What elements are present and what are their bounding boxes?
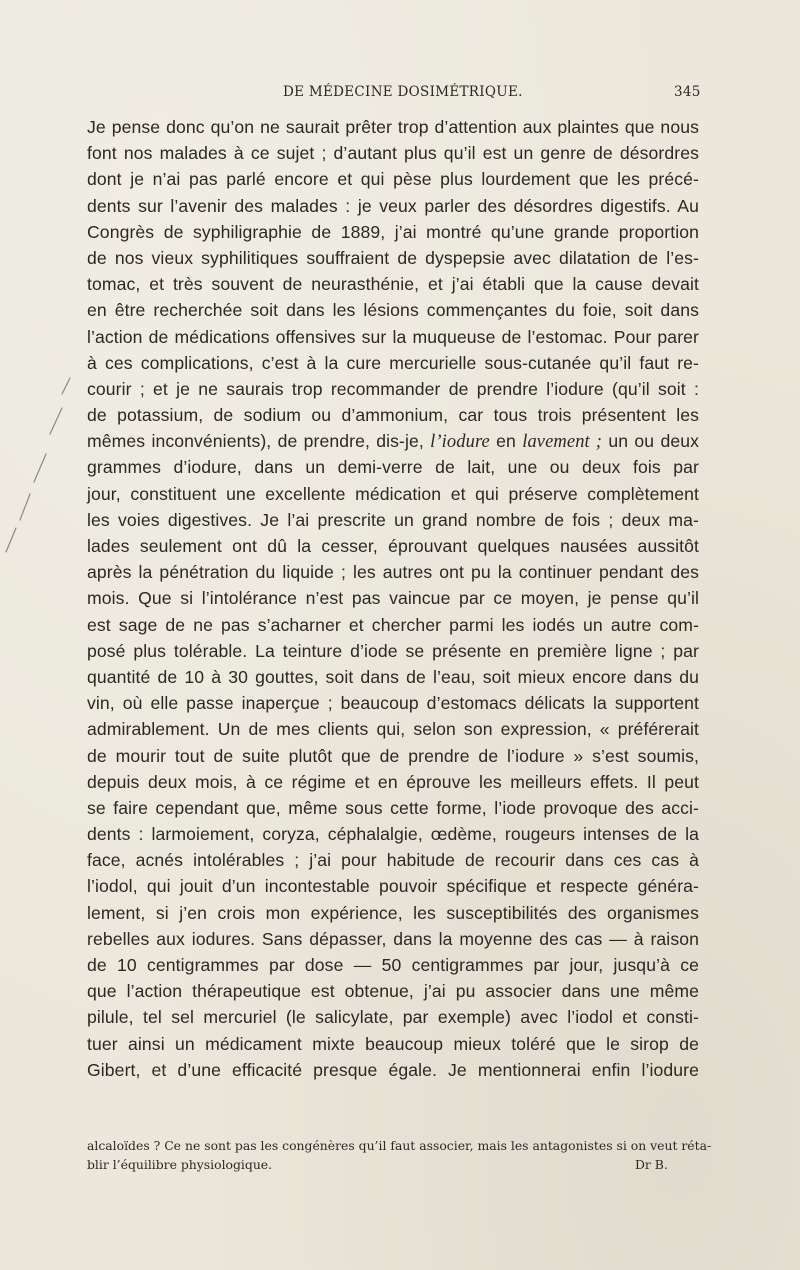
text-line: dents sur l’avenir des malades : je veux parler des désordres digestifs. Au <box>87 195 699 216</box>
text-line: à ces complications, c’est à la cure mercurielle sous-cutanée qu’il faut re- <box>87 352 699 373</box>
text-line: lement, si j’en crois mon expérience, les susceptibilités des organismes <box>87 902 699 923</box>
text-line: l’iodol, qui jouit d’un incontestable pouvoir spécifique et respecte généra- <box>87 876 699 897</box>
text-segment: un ou deux <box>602 431 700 452</box>
text-line: mois. Que si l’intolérance n’est pas vaincue par ce moyen, je pense qu’il <box>87 588 699 609</box>
text-line: que l’action thérapeutique est obtenue, j’ai pu associer dans une même <box>87 981 699 1002</box>
text-line: pilule, tel sel mercuriel (le salicylate, par exemple) avec l’iodol et consti- <box>87 1007 699 1028</box>
text-segment: en <box>489 431 523 452</box>
text-line: dents : larmoiement, coryza, céphalalgie, œdème, rougeurs intenses de la <box>87 824 699 845</box>
text-line: dont je n’ai pas parlé encore et qui pèse plus lourdement que les précé- <box>87 169 699 190</box>
text-line: se faire cependant que, même sous cette forme, l’iode provoque des acci- <box>87 797 699 818</box>
page-header <box>0 84 800 104</box>
text-segment: mêmes inconvénients), de prendre, dis-je, <box>87 431 431 452</box>
text-line: depuis deux mois, à ce régime et en éprouve les meilleurs effets. Il peut <box>87 771 699 792</box>
text-line: font nos malades à ce sujet ; d’autant plus qu’il est un genre de désordres <box>87 143 699 164</box>
text-line: est sage de ne pas s’acharner et chercher parmi les iodés un autre com- <box>87 614 699 635</box>
text-line: Je pense donc qu’on ne saurait prêter trop d’attention aux plaintes que nous <box>87 117 699 137</box>
text-line: posé plus tolérable. La teinture d’iode se présente en première ligne ; par <box>87 640 699 661</box>
text-line: jour, constituent une excellente médication et qui préserve complètement <box>87 483 699 504</box>
footnote-line-last <box>87 1155 699 1174</box>
italic-term-lavement: lavement ; <box>522 432 603 453</box>
footnote-signature: Dr B. <box>635 1157 668 1172</box>
footnote-line: alcaloïdes ? Ce ne sont pas les congénères qu’il faut associer, mais les antagonistes si on veut réta- <box>87 1138 712 1153</box>
text-line: courir ; et je ne saurais trop recommander de prendre l’iodure (qu’il soit : <box>87 378 699 399</box>
page-number: 345 <box>674 84 701 100</box>
footnote <box>87 1136 712 1174</box>
text-line-with-italics <box>87 428 699 454</box>
text-line: admirablement. Un de mes clients qui, selon son expression, « préférerait <box>87 719 699 740</box>
text-line: de potassium, de sodium ou d’ammonium, car tous trois présentent les <box>87 405 699 426</box>
text-line: face, acnés intolérables ; j’ai pour habitude de recourir dans ces cas à <box>87 850 699 871</box>
text-line: de nos vieux syphilitiques souffraient de dyspepsie avec dilatation de l’es- <box>87 247 699 268</box>
text-line: tuer ainsi un médicament mixte beaucoup mieux toléré que le sirop de <box>87 1033 699 1054</box>
text-line: Gibert, et d’une efficacité presque égale. Je mentionnerai enfin l’iodure <box>87 1059 699 1080</box>
text-line: de 10 centigrammes par dose — 50 centigrammes par jour, jusqu’à ce <box>87 955 699 975</box>
pencil-margin-mark <box>0 370 80 560</box>
text-line: vin, où elle passe inaperçue ; beaucoup d’estomacs délicats la supportent <box>87 693 699 714</box>
text-line: rebelles aux iodures. Sans dépasser, dans la moyenne des cas — à raison <box>87 928 699 949</box>
italic-term-iodure: l’iodure <box>430 432 490 453</box>
text-line: de mourir tout de suite plutôt que de prendre de l’iodure » s’est soumis, <box>87 745 699 766</box>
text-line: en être recherchée soit dans les lésions commençantes du foie, soit dans <box>87 300 699 321</box>
text-line: Congrès de syphiligraphie de 1889, j’ai montré qu’une grande proportion <box>87 221 699 242</box>
text-line: lades seulement ont dû la cesser, éprouvant quelques nausées aussitôt <box>87 536 699 556</box>
text-line: tomac, et très souvent de neurasthénie, et j’ai établi que la cause devait <box>87 274 699 295</box>
text-line: quantité de 10 à 30 gouttes, soit dans de l’eau, soit mieux encore dans du <box>87 666 699 687</box>
body-text <box>87 114 699 1083</box>
text-line: les voies digestives. Je l’ai prescrite un grand nombre de fois ; deux ma- <box>87 509 699 530</box>
text-line: l’action de médications offensives sur la muqueuse de l’estomac. Pour parer <box>87 326 699 347</box>
running-title: DE MÉDECINE DOSIMÉTRIQUE. <box>283 84 523 100</box>
text-line: après la pénétration du liquide ; les autres ont pu la continuer pendant des <box>87 562 699 583</box>
text-line: grammes d’iodure, dans un demi-verre de lait, une ou deux fois par <box>87 457 699 478</box>
footnote-text: blir l’équilibre physiologique. <box>87 1157 273 1172</box>
